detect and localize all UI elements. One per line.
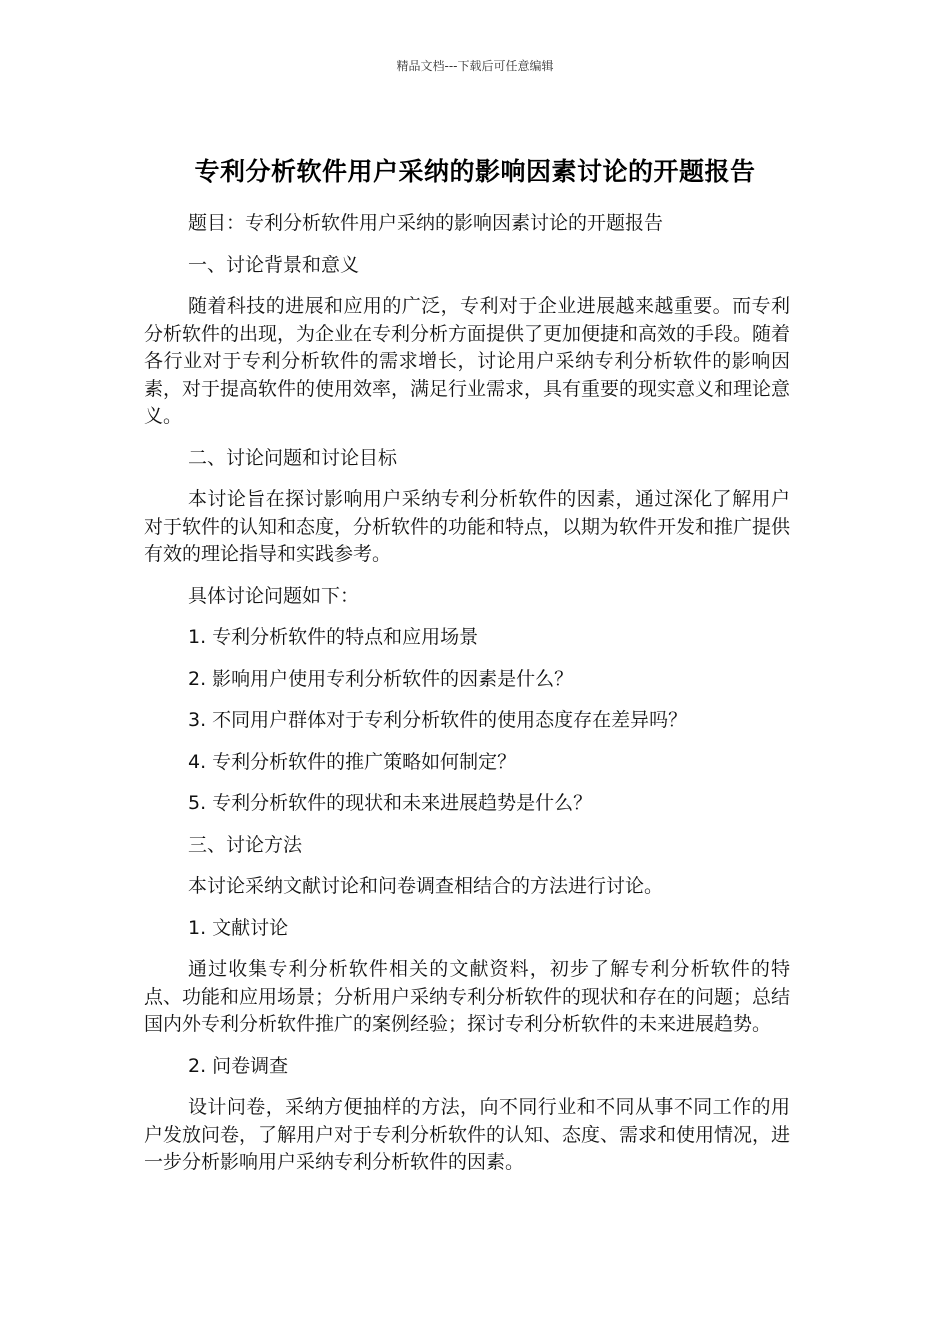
survey-paragraph: 设计问卷，采纳方便抽样的方法，向不同行业和不同从事不同工作的用户发放问卷，了解用户对于专利分析软件的认知、态度、需求和使用情况，进一步分析影响用户采纳专利分析软件的因素。: [144, 1096, 791, 1173]
document-title: 专利分析软件用户采纳的影响因素讨论的开题报告: [194, 156, 756, 186]
document-body: [144, 210, 790, 1191]
method-heading-literature: 1. 文献讨论: [188, 916, 289, 939]
question-item-4: 4. 专利分析软件的推广策略如何制定？: [188, 750, 517, 773]
question-item-3: 3. 不同用户群体对于专利分析软件的使用态度存在差异吗？: [188, 709, 688, 731]
section-heading-background: 一、讨论背景和意义: [188, 253, 360, 276]
background-paragraph: 随着科技的进展和应用的广泛，专利对于企业进展越来越重要。而专利分析软件的出现，为企业在专利分析方面提供了更加便捷和高效的手段。随着各行业对于专利分析软件的需求增长，讨论用户采纳专利分析软件的影响因素，对于提高软件的使用效率，满足行业需求，具有重要的现实意义和理论意义。: [144, 295, 791, 427]
section-heading-methods: 三、讨论方法: [188, 833, 303, 856]
objectives-paragraph: 本讨论旨在探讨影响用户采纳专利分析软件的因素，通过深化了解用户对于软件的认知和态度，分析软件的功能和特点，以期为软件开发和推广提供有效的理论指导和实践参考。: [144, 488, 791, 565]
section-heading-questions: 二、讨论问题和讨论目标: [188, 446, 398, 469]
question-item-5: 5. 专利分析软件的现状和未来进展趋势是什么？: [188, 792, 593, 814]
header-note: 精品文档---下载后可任意编辑: [396, 59, 554, 73]
topic-line: 题目：专利分析软件用户采纳的影响因素讨论的开题报告: [188, 212, 664, 234]
method-heading-survey: 2. 问卷调查: [188, 1054, 289, 1077]
questions-intro: 具体讨论问题如下：: [188, 584, 360, 607]
question-item-1: 1. 专利分析软件的特点和应用场景: [188, 626, 479, 648]
question-item-2: 2. 影响用户使用专利分析软件的因素是什么？: [188, 667, 574, 690]
methods-intro: 本讨论采纳文献讨论和问卷调查相结合的方法进行讨论。: [188, 875, 664, 897]
literature-paragraph: 通过收集专利分析软件相关的文献资料，初步了解专利分析软件的特点、功能和应用场景；分析用户采纳专利分析软件的现状和存在的问题；总结国内外专利分析软件推广的案例经验；探讨专利分析软件的未来进展趋势。: [144, 958, 791, 1035]
